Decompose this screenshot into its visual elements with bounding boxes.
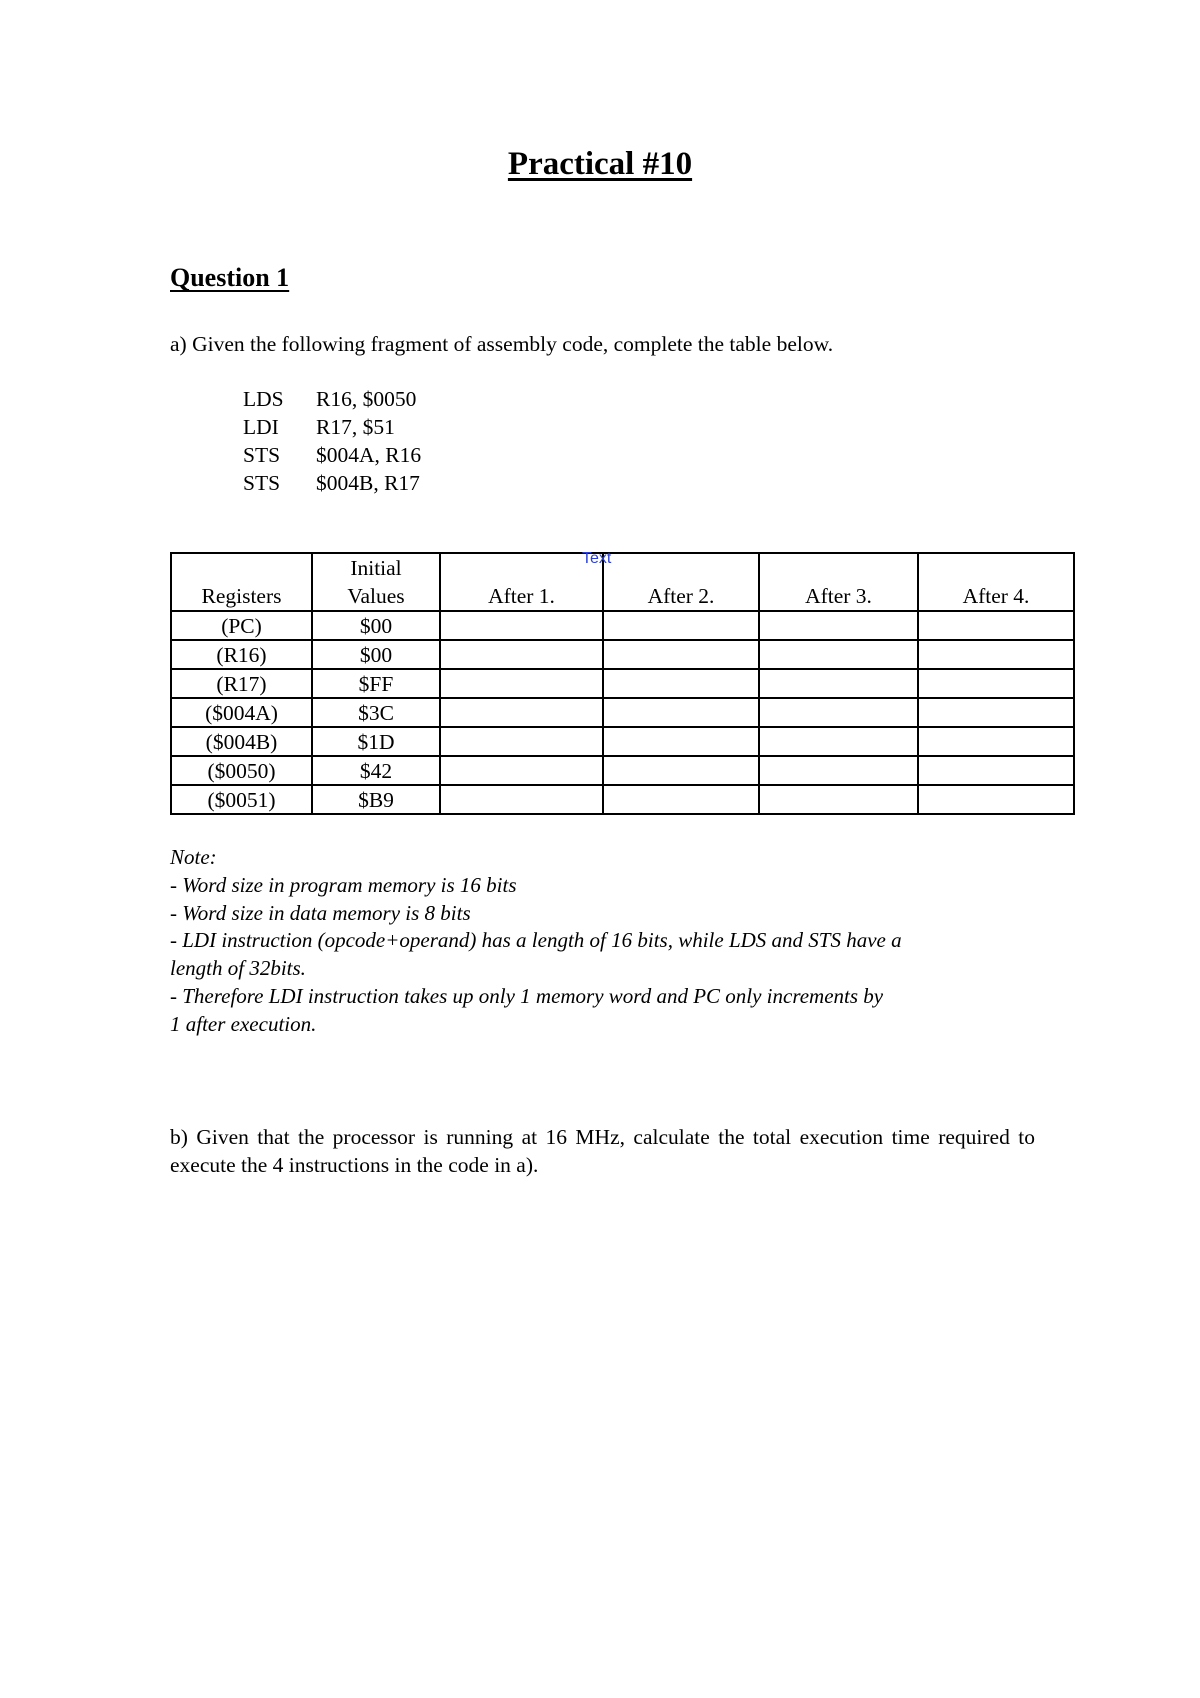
note-line: length of 32bits. — [170, 956, 306, 981]
answer-cell[interactable] — [440, 756, 603, 785]
table-row — [171, 785, 1074, 814]
answer-cell[interactable] — [603, 785, 759, 814]
answer-cell[interactable] — [440, 611, 603, 640]
answer-cell[interactable] — [759, 756, 918, 785]
note-line: - Therefore LDI instruction takes up only 1 memory word and PC only increments by — [170, 983, 884, 1008]
code-opcode: STS — [243, 471, 281, 495]
table-row — [171, 640, 1074, 669]
note-line: - Word size in program memory is 16 bits — [170, 872, 517, 897]
answer-cell[interactable] — [918, 669, 1074, 698]
table-row — [171, 669, 1074, 698]
initial-value: $42 — [312, 756, 440, 785]
register-name: (R17) — [171, 669, 312, 698]
answer-cell[interactable] — [440, 698, 603, 727]
header-cell: After 1. — [440, 553, 603, 611]
header-cell: After 4. — [918, 553, 1074, 611]
initial-value: $00 — [312, 611, 440, 640]
answer-cell[interactable] — [759, 727, 918, 756]
answer-cell[interactable] — [918, 756, 1074, 785]
note-line: Note: — [170, 845, 217, 869]
header-cell: Registers — [171, 553, 312, 611]
code-operands: $004A, R16 — [316, 443, 422, 467]
header-cell: Initial Values — [312, 553, 440, 611]
answer-cell[interactable] — [603, 640, 759, 669]
table-row — [171, 727, 1074, 756]
answer-cell[interactable] — [759, 669, 918, 698]
answer-cell[interactable] — [918, 640, 1074, 669]
table-row — [171, 611, 1074, 640]
notes-section — [170, 844, 1050, 1039]
answer-cell[interactable] — [918, 611, 1074, 640]
code-opcode: STS — [243, 443, 281, 467]
assembly-code — [243, 385, 421, 497]
question-heading: Question 1 — [170, 263, 290, 292]
answer-cell[interactable] — [603, 727, 759, 756]
code-line — [243, 413, 421, 441]
answer-cell[interactable] — [759, 785, 918, 814]
answer-cell[interactable] — [759, 640, 918, 669]
answer-cell[interactable] — [603, 669, 759, 698]
header-cell: After 3. — [759, 553, 918, 611]
register-name: ($0051) — [171, 785, 312, 814]
answer-cell[interactable] — [918, 785, 1074, 814]
answer-cell[interactable] — [759, 698, 918, 727]
code-operands: R17, $51 — [316, 415, 395, 439]
text-annotation-label[interactable]: Text — [582, 550, 612, 567]
code-opcode: LDS — [243, 387, 284, 411]
answer-cell[interactable] — [759, 611, 918, 640]
answer-cell[interactable] — [440, 785, 603, 814]
answer-cell[interactable] — [440, 727, 603, 756]
code-line — [243, 385, 421, 413]
answer-cell[interactable] — [603, 756, 759, 785]
register-name: (R16) — [171, 640, 312, 669]
initial-value: $B9 — [312, 785, 440, 814]
note-line: 1 after execution. — [170, 1011, 317, 1036]
register-name: ($004B) — [171, 727, 312, 756]
answer-cell[interactable] — [918, 698, 1074, 727]
register-name: ($0050) — [171, 756, 312, 785]
header-cell: After 2. — [603, 553, 759, 611]
answer-cell[interactable] — [918, 727, 1074, 756]
initial-value: $FF — [312, 669, 440, 698]
table-header-row — [171, 553, 1074, 611]
answer-cell[interactable] — [440, 669, 603, 698]
code-operands: $004B, R17 — [316, 471, 420, 495]
answer-cell[interactable] — [603, 611, 759, 640]
register-name: (PC) — [171, 611, 312, 640]
register-name: ($004A) — [171, 698, 312, 727]
code-operands: R16, $0050 — [316, 387, 417, 411]
table-row — [171, 756, 1074, 785]
answer-cell[interactable] — [440, 640, 603, 669]
code-line — [243, 441, 421, 469]
part-a-instruction: a) Given the following fragment of assembly code, complete the table below. — [170, 332, 834, 356]
note-line: - LDI instruction (opcode+operand) has a length of 16 bits, while LDS and STS have a — [170, 928, 902, 953]
register-table — [170, 552, 1075, 815]
table-row — [171, 698, 1074, 727]
initial-value: $1D — [312, 727, 440, 756]
code-opcode: LDI — [243, 415, 279, 439]
answer-cell[interactable] — [603, 698, 759, 727]
part-b-question: b) Given that the processor is running at 16 MHz, calculate the total execution time required to execute the 4 instructions in the code in a). — [170, 1125, 1035, 1177]
initial-value: $3C — [312, 698, 440, 727]
initial-value: $00 — [312, 640, 440, 669]
page-title: Practical #10 — [507, 146, 693, 182]
code-line — [243, 469, 421, 497]
note-line: - Word size in data memory is 8 bits — [170, 900, 471, 925]
